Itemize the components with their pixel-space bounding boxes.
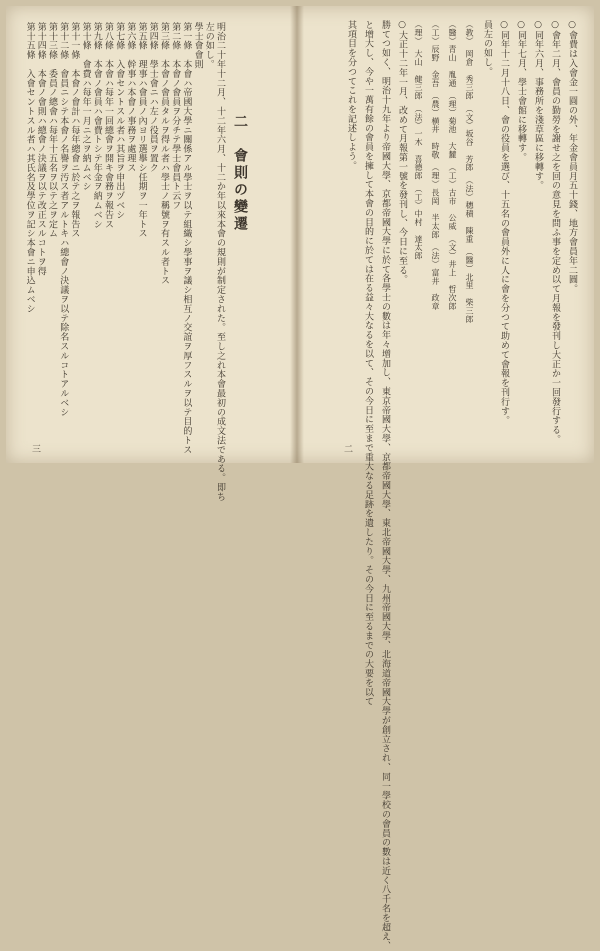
text-column: （工）辰野 金吾 （農）横井 時敬 （理）長岡 半太郎 （法）富井 政章 xyxy=(431,20,440,311)
text-column: ○會年二月、會員の勤勞を謝せ之を回の意見を問ふ事を定め以て月報を發刊し大正か一回發行する。 xyxy=(550,20,560,444)
text-column: ○同年七月、學士會館に移轉す。 xyxy=(516,20,526,162)
text-column: （理） 大山 健三郎 （法）一木 喜德郎 （工）中村 達太郎 xyxy=(414,20,423,260)
text-column: 第五條 理事ハ會員ノ內ヨリ選擧シ任期ヲ一年トス xyxy=(136,22,147,239)
section-heading: 二 會則の變遷 xyxy=(232,114,248,233)
page-number: 二 xyxy=(344,445,354,455)
text-column: 第二條 本會ノ會員ヲ分チテ學士會員ト云フ xyxy=(170,22,181,210)
text-column: 第十二條 會員ニシテ本會ノ名譽ヲ汚ス者アルトキハ總會ノ決議ヲ以テ除名スルコトアルベシ xyxy=(58,22,69,417)
text-column: 第十條 會費ハ每年一月ニ之ヲ納ムベシ xyxy=(80,22,91,192)
text-column: 第十一條 本會ノ會計ハ每年總會ニ於テ之ヲ報告ス xyxy=(69,22,80,239)
text-column: と增大し、今や一萬有餘の會員を擁して本會の目的に於ては在る益々大なるを以て、その今日に至まで重大なる足跡を遺したり。その今日に至るまでの大要を以て xyxy=(363,20,373,707)
text-column: 第八條 本會ハ每年一回總會ヲ開キ會務ヲ報告ス xyxy=(103,22,113,229)
text-column: 第七條 入會セントスル者ハ其旨ヲ申出ヅベシ xyxy=(114,22,125,220)
text-column: （教） 岡倉 秀三郎 （文）坂谷 芳郎 （法）穗積 陳重 （醫）北里 柴三郎 xyxy=(465,20,474,324)
text-column: ○同年六月、事務所を淺草區に移轉す。 xyxy=(533,20,543,191)
text-column: 第一條 本會ハ帝國大學ニ關係アル學士ヲ以テ組織シ學事ヲ議シ相互ノ交誼ヲ厚フスルヲ以テ目的トス xyxy=(181,22,192,455)
page-number: 三 xyxy=(32,445,42,455)
book-gutter xyxy=(290,6,304,463)
text-column: ○大正十二年一月、改めて月報第一號を發刊し、今日に至る。 xyxy=(397,20,407,285)
text-column: 學士會會則 xyxy=(192,22,203,69)
text-column: （醫）青山 胤通 （理）菊池 大麓 （工）古市 公威 （文）井上 哲次郎 xyxy=(448,20,457,311)
text-column: 第十三條 委員ノ總會ハ每年十五名ヲ以テ之ヲ定ム xyxy=(47,22,57,239)
right-page xyxy=(304,6,594,951)
text-column: 勝てつ如く、明治十九年より帝國大學、京都帝國大學に於て各學士の數は年々增加し、東京帝國大學、京都帝國大學、東北帝國大學、九州帝國大學、北海道帝國大學が創立され、同一學校の會員の數は近く八千名を超え、 xyxy=(380,20,390,951)
text-column: 員左の如し。 xyxy=(482,20,492,77)
text-column: 明治二十年十二月、十二年六月、十二か年以來本會の規則が制定された。至し之れ本會最初の成文法である。即ち xyxy=(215,22,225,502)
text-column: 第六條 幹事ハ本會ノ事務ヲ處理ス xyxy=(125,22,136,173)
text-column: 第九條 本會ノ會員ハ會費トシテ年金ヲ納ムベシ xyxy=(91,22,102,229)
text-column: 第十五條 入會セントスル者ハ其氏名及學位ヲ記シ本會ニ申込ムベシ xyxy=(24,22,35,314)
text-column: 其項目を分つてこれを記述しよう。 xyxy=(346,20,356,171)
text-column: ○會費は入會金一圓の外、年金會員月五十錢、地方會員年二圓。 xyxy=(567,20,577,294)
left-page xyxy=(6,6,296,502)
text-column: 第四條 學士會ニハ左ノ役員ヲ置ク xyxy=(147,22,158,173)
text-column: ○同年十二月十八日、會の役員を選び、十五名の會員外に人に會を分つて助めて會報を刊行す。 xyxy=(499,20,509,426)
text-column: 第十四條 本會ノ會則ハ總會ノ決議ヲ以テ改正スルコトヲ得 xyxy=(35,22,46,276)
text-column: 第三條 本會ノ會員タルヲ得ル者ハ學士ノ稱號ヲ有スル者トス xyxy=(159,22,169,286)
text-column: 左の如し。 xyxy=(203,22,214,69)
